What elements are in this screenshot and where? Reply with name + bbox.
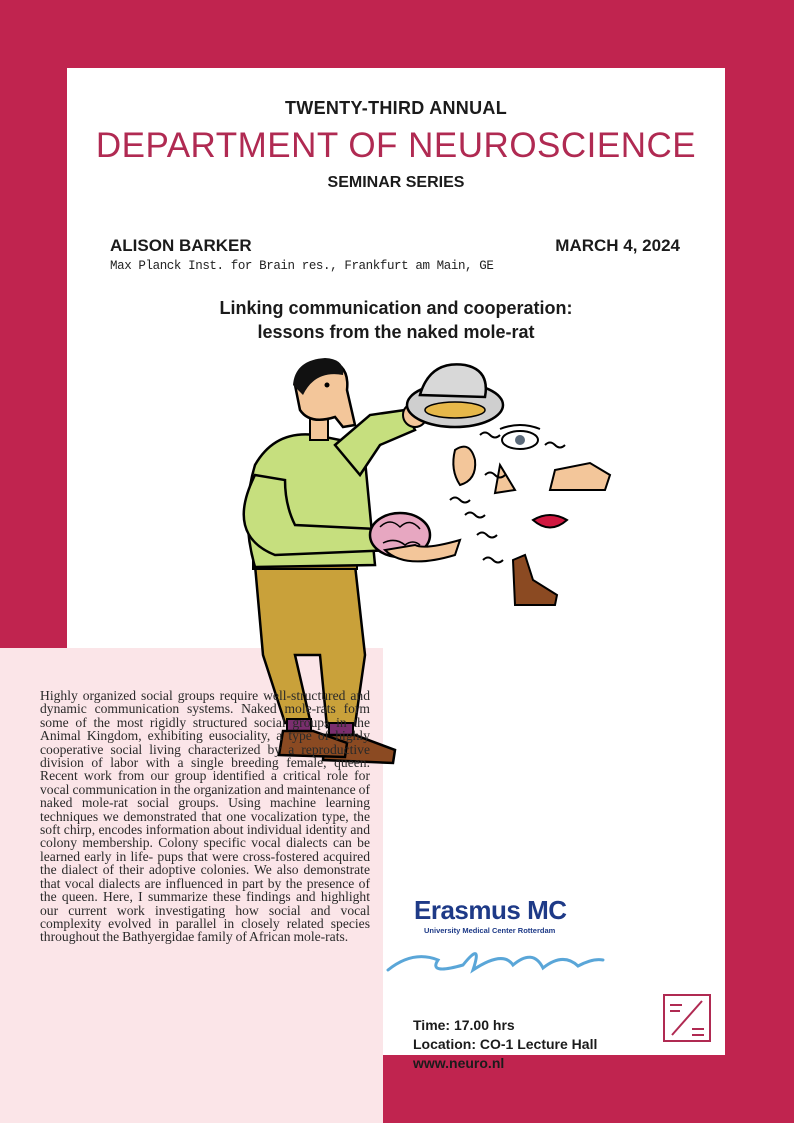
seminar-time: Time: 17.00 hrs <box>413 1017 515 1033</box>
erasmus-logo-subtitle: University Medical Center Rotterdam <box>424 926 556 935</box>
seminar-location: Location: CO-1 Lecture Hall <box>413 1036 598 1052</box>
talk-title <box>67 296 725 344</box>
seminar-date: MARCH 4, 2024 <box>555 236 680 255</box>
talk-title-line-2: lessons from the naked mole-rat <box>257 322 535 342</box>
series-edition: TWENTY-THIRD ANNUAL <box>284 98 507 118</box>
artist-stamp <box>662 993 712 1043</box>
department-title: DEPARTMENT OF NEUROSCIENCE <box>95 126 697 165</box>
erasmus-logo[interactable]: Erasmus MC <box>414 895 567 925</box>
series-label: SEMINAR SERIES <box>327 174 465 191</box>
speaker-affiliation: Max Planck Inst. for Brain res., Frankfurt am Main, GE <box>110 259 494 273</box>
abstract-text: Highly organized social groups require well-structured and dynamic communication systems. Naked mole-rats form some of the most rigidly structured social groups in the Animal Kingdom, exhibiting eusociality, a type of highly cooperative social living characterized by a reproductive division of labor with a single breeding female, queen. Recent work from our group identified a critical role for vocal communication in the organization and maintenance of naked mole-rat social groups. Using machine learning techniques we demonstrated that one vocalization type, the soft chirp, encodes information about individual identity and colony membership. Colony specific vocal dialects can be learned early in life- pups that were cross-fostered acquired the dialect of their adoptive colonies. We also demonstrate that vocal dialects are influenced in part by the presence of the queen. Here, I summarize these findings and highlight our current work investigating how social and vocal complexity evolved in parallel in closely related species throughout the Bathyergidae family of African mole-rats. <box>40 688 370 945</box>
website-link[interactable]: www.neuro.nl <box>413 1055 505 1071</box>
talk-title-line-1: Linking communication and cooperation: <box>219 298 573 318</box>
speaker-name: ALISON BARKER <box>110 236 252 255</box>
erasmus-signature <box>383 930 613 980</box>
